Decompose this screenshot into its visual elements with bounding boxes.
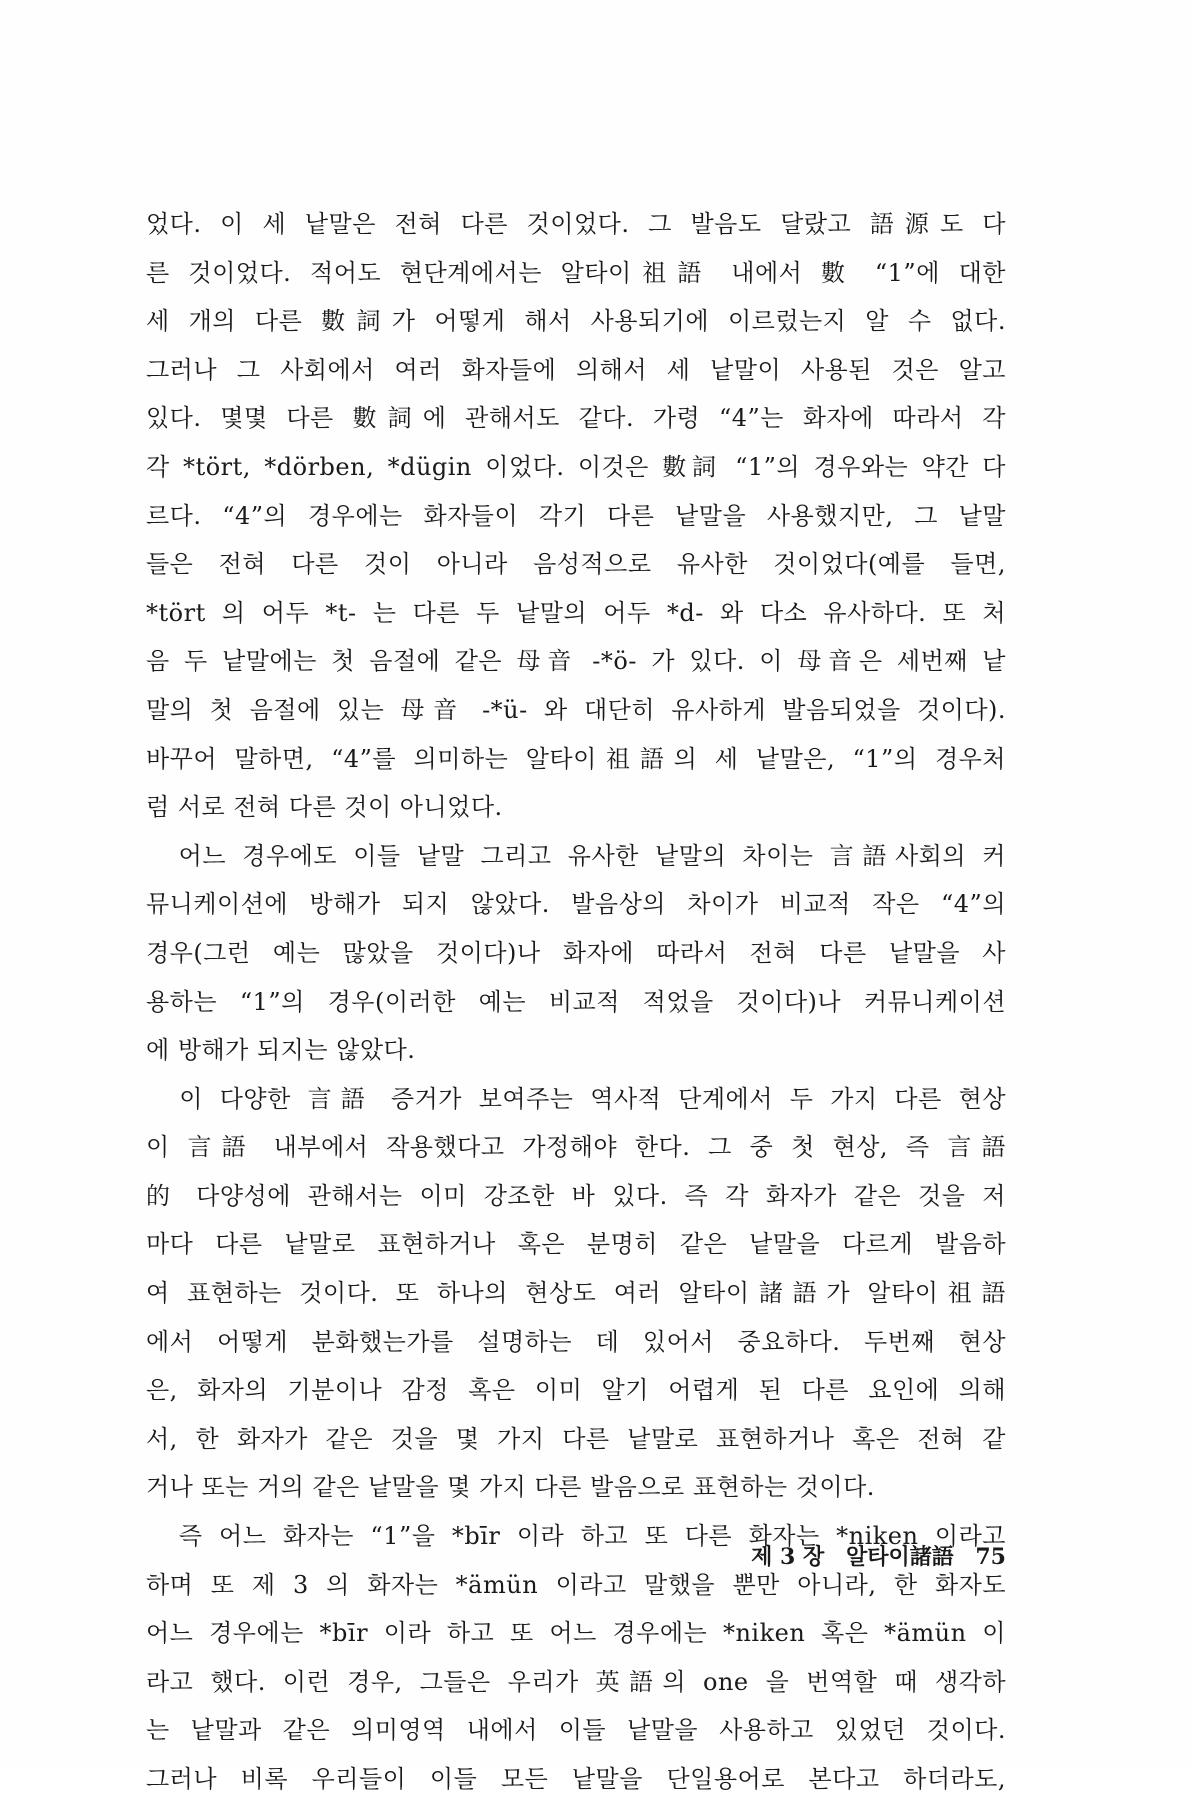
text-line: 는 낱말과 같은 의미영역 내에서 이들 낱말을 사용하고 있었던 것이다. [146, 1716, 1006, 1745]
text-line: *tört 의 어두 *t- 는 다른 두 낱말의 어두 *d- 와 다소 유사하다. 또 처 [146, 598, 1006, 627]
text-line: 뮤니케이션에 방해가 되지 않았다. 발음상의 차이가 비교적 작은 “4”의 [146, 890, 1006, 919]
chapter-label: 제 3 장 [751, 1544, 825, 1570]
text-line: 이 다양한 言語 증거가 보여주는 역사적 단계에서 두 가지 다른 현상 [146, 1084, 1006, 1113]
text-line: 거나 또는 거의 같은 낱말을 몇 가지 다른 발음으로 표현하는 것이다. [146, 1473, 875, 1502]
text-line: 경우(그런 예는 많았을 것이다)나 화자에 따라서 전혀 다른 낱말을 사 [146, 938, 1006, 967]
text-line: 여 표현하는 것이다. 또 하나의 현상도 여러 알타이諸語가 알타이祖語 [146, 1279, 1006, 1308]
text-line: 세 개의 다른 數詞가 어떻게 해서 사용되기에 이르렀는지 알 수 없다. [146, 307, 1006, 336]
text-line: 마다 다른 낱말로 표현하거나 혹은 분명히 같은 낱말을 다르게 발음하 [146, 1230, 1006, 1259]
text-line: 들은 전혀 다른 것이 아니라 음성적으로 유사한 것이었다(예를 들면, [146, 550, 1006, 579]
text-line: 라고 했다. 이런 경우, 그들은 우리가 英語의 one 을 번역할 때 생각하 [146, 1667, 1006, 1696]
page-footer [710, 1540, 1006, 1571]
text-line: 있다. 몇몇 다른 數詞에 관해서도 같다. 가령 “4”는 화자에 따라서 각 [146, 404, 1006, 433]
text-line: 바꾸어 말하면, “4”를 의미하는 알타이祖語의 세 낱말은, “1”의 경우처 [146, 744, 1006, 773]
text-line: 에 방해가 되지는 않았다. [146, 1036, 416, 1065]
text-line: 이 言語 내부에서 작용했다고 가정해야 한다. 그 중 첫 현상, 즉 言語 [146, 1133, 1006, 1162]
text-line: 른 것이었다. 적어도 현단계에서는 알타이祖語 내에서 數 “1”에 대한 [146, 258, 1006, 287]
text-line: 서, 한 화자가 같은 것을 몇 가지 다른 낱말로 표현하거나 혹은 전혀 같 [146, 1424, 1006, 1453]
text-line: 어느 경우에도 이들 낱말 그리고 유사한 낱말의 차이는 言語사회의 커 [146, 841, 1006, 870]
text-line: 에서 어떻게 분화했는가를 설명하는 데 있어서 중요하다. 두번째 현상 [146, 1327, 1006, 1356]
text-line: 말의 첫 음절에 있는 母音 -*ü- 와 대단히 유사하게 발음되었을 것이다). [146, 695, 1006, 724]
text-line: 그러나 그 사회에서 여러 화자들에 의해서 세 낱말이 사용된 것은 알고 [146, 355, 1006, 384]
text-line: 그러나 비록 우리들이 이들 모든 낱말을 단일용어로 본다고 하더라도, [146, 1765, 1006, 1793]
text-line: 각 *tört, *dörben, *dügin 이었다. 이것은 數詞 “1”의 경우와는 약간 다 [146, 452, 1006, 481]
text-line: 었다. 이 세 낱말은 전혀 다른 것이었다. 그 발음도 달랐고 語源도 다 [146, 210, 1006, 238]
text-line: 的 다양성에 관해서는 이미 강조한 바 있다. 즉 각 화자가 같은 것을 저 [146, 1181, 1006, 1210]
text-line: 르다. “4”의 경우에는 화자들이 각기 다른 낱말을 사용했지만, 그 낱말 [146, 501, 1006, 530]
text-line: 은, 화자의 기분이나 감정 혹은 이미 알기 어렵게 된 다른 요인에 의해 [146, 1376, 1006, 1405]
text-line: 용하는 “1”의 경우(이러한 예는 비교적 적었을 것이다)나 커뮤니케이션 [146, 987, 1006, 1016]
text-line: 어느 경우에는 *bīr 이라 하고 또 어느 경우에는 *niken 혹은 *ämün 이 [146, 1619, 1006, 1648]
page-number: 75 [975, 1544, 1006, 1570]
text-line: 음 두 낱말에는 첫 음절에 같은 母音 -*ö- 가 있다. 이 母音은 세번째 낱 [146, 647, 1006, 676]
text-line: 럼 서로 전혀 다른 것이 아니었다. [146, 793, 503, 822]
text-line: 즉 어느 화자는 “1”을 *bīr 이라 하고 또 다른 화자는 *niken 이라고 [146, 1522, 1006, 1551]
chapter-title: 알타이諸語 [845, 1544, 954, 1570]
text-line: 하며 또 제 3 의 화자는 *ämün 이라고 말했을 뿐만 아니라, 한 화자도 [146, 1570, 1006, 1599]
